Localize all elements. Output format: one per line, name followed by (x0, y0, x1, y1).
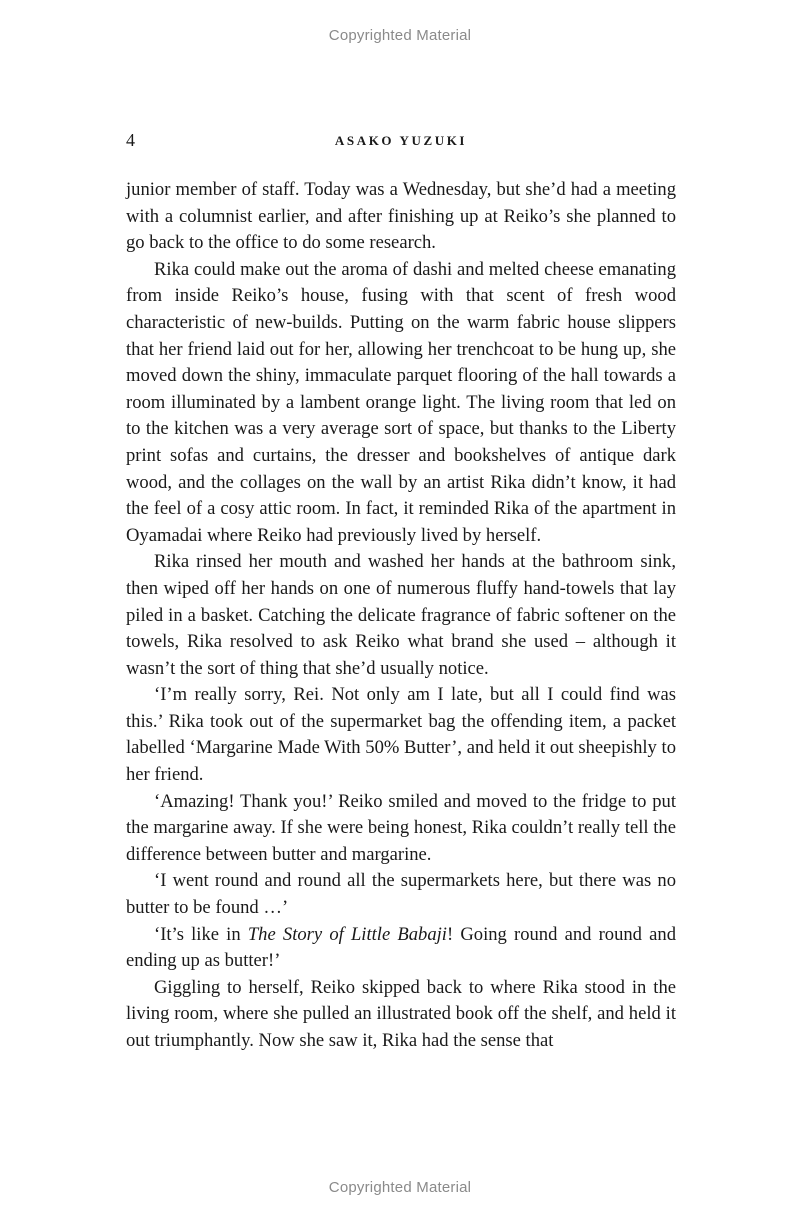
paragraph: ‘Amazing! Thank you!’ Reiko smiled and moved to the fridge to put the margarine away. If she were being honest, Rika couldn’t really tell the difference between butter and margarine. (126, 790, 676, 865)
paragraph: Rika rinsed her mouth and washed her hands at the bathroom sink, then wiped off her hands on one of numerous fluffy hand-towels that lay piled in a basket. Catching the delicate fragrance of fabric softener on the towels, Rika resolved to ask Reiko what brand she used – although it wasn’t the sort of thing that she’d usually notice. (126, 551, 676, 679)
page-number: 4 (126, 130, 135, 150)
paragraph: ‘I went round and round all the supermarkets here, but there was no butter to be found …’ (126, 870, 676, 919)
paragraph-text: ! Going round and round and ending up as butter!’ (126, 923, 676, 972)
watermark-bottom: Copyrighted Material (328, 1179, 472, 1196)
book-title: The Story of Little Babaji (247, 923, 447, 945)
running-title: ASAKO YUZUKI (334, 133, 468, 148)
paragraph (126, 922, 676, 975)
watermark-top: Copyrighted Material (328, 27, 472, 44)
paragraph: Rika could make out the aroma of dashi and melted cheese emanating from inside Reiko’s house, fusing with that scent of fresh wood characteristic of new-builds. Putting on the warm fabric house slippers that her friend laid out for her, allowing her trenchcoat to be hung up, she moved down the shiny, immaculate parquet flooring of the hall towards a room illuminated by a lambent orange light. The living room that led on to the kitchen was a very average sort of space, but thanks to the Liberty print sofas and curtains, the dresser and bookshelves of antique dark wood, and the collages on the wall by an artist Rika didn’t know, it had the feel of a cosy attic room. In fact, it reminded Rika of the apartment in Oyamadai where Reiko had previously lived by herself. (126, 258, 676, 546)
paragraph-text: ‘It’s like in (154, 923, 248, 945)
running-head (126, 130, 676, 154)
paragraph: Giggling to herself, Reiko skipped back to where Rika stood in the living room, where she pulled an illustrated book off the shelf, and held it out triumphantly. Now she saw it, Rika had the sense that (126, 976, 676, 1051)
paragraph: ‘I’m really sorry, Rei. Not only am I late, but all I could find was this.’ Rika took out of the supermarket bag the offending item, a packet labelled ‘Margarine Made With 50% Butter’, and held it out sheepishly to her friend. (126, 684, 676, 786)
paragraph: junior member of staff. Today was a Wednesday, but she’d had a meeting with a columnist earlier, and after finishing up at Reiko’s she planned to go back to the office to do some research. (126, 179, 676, 254)
body-text (126, 177, 676, 1055)
